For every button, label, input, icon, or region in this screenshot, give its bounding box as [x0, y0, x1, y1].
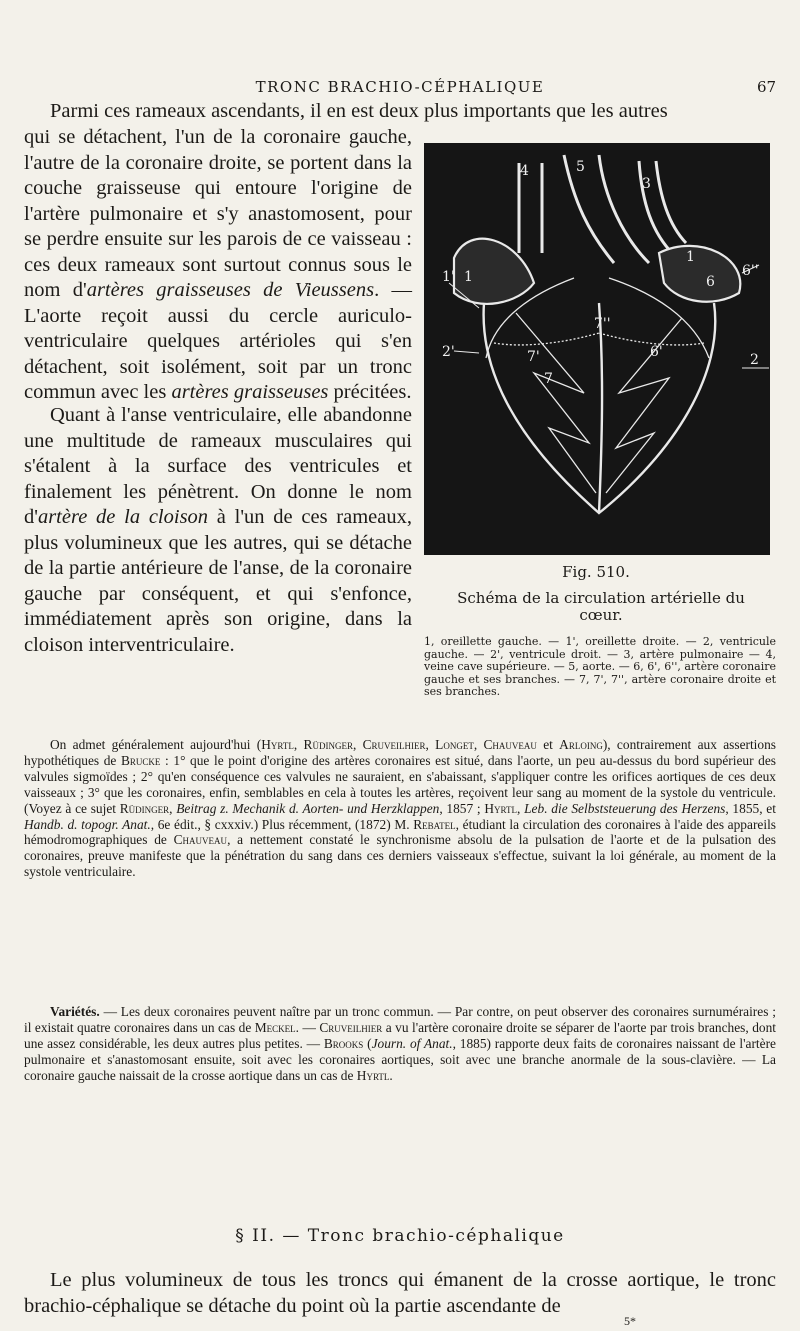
- label-1: 1: [464, 269, 473, 285]
- label-2: 2: [750, 352, 759, 368]
- sp1-t5: ,: [169, 800, 177, 816]
- label-2-prime: 2': [442, 344, 455, 360]
- sp1-t3: ), contrairement aux assertions hypothétiques de: [24, 737, 777, 768]
- sp2-t5: , 1885) rapporte deux faits de coronaires naissant de l'artère pulmonaire et s'anastomosant ensuite, soit avec les coronaires aortiques, soit avec une branche anormale de la sous-clavière. — La coronaire gauche naissait de la crosse aortique dans un cas de: [24, 1035, 776, 1083]
- sp2-journal: Journ. of Anat.: [371, 1035, 453, 1051]
- paragraph-1-line-1: Parmi ces rameaux ascendants, il en est deux plus importants que les autres: [50, 100, 668, 122]
- sp2-t6: .: [389, 1067, 393, 1083]
- running-head: TRONC BRACHIO-CÉPHALIQUE: [255, 78, 545, 96]
- label-7-double-prime: 7'': [594, 316, 611, 332]
- sp2-brooks: Brooks: [323, 1035, 364, 1051]
- sp1-brucke: Brucke: [121, 752, 161, 768]
- sp1-authors: Hyrtl, Rüdinger, Cruveilhier, Longet, Chauveau: [261, 737, 537, 752]
- paragraph-2-text: Quant à l'anse ventriculaire, elle abandonne une multitude de rameaux musculaires qui s'étalent à la surface des ventricules et finalement les pénètrent. On donne le nom d': [24, 404, 412, 528]
- section-paragraph: [24, 1268, 776, 1319]
- label-3: 3: [642, 176, 651, 192]
- sp1-t6: , 1857 ;: [439, 800, 485, 816]
- sp1-t8: , 1855, et: [725, 800, 776, 816]
- label-7-prime: 7': [527, 349, 540, 365]
- sp1-t9: , 6e édit., § cxxxiv.) Plus récemment, (1872) M.: [150, 816, 414, 832]
- section-heading: § II. — Tronc brachio-céphalique: [235, 1226, 565, 1246]
- label-1-prime: 1': [442, 269, 455, 285]
- section-paragraph-text: Le plus volumineux de tous les troncs qui émanent de la crosse aortique, le tronc brachio-céphalique se détache du point où la partie ascendante de: [24, 1269, 776, 1317]
- label-6-double-prime: 6'': [742, 263, 759, 279]
- label-4: 4: [520, 163, 529, 179]
- label-5: 5: [576, 159, 585, 175]
- sp1-t4: : 1° que le point d'origine des artères coronaires est situé, dans l'aorte, un peu au-dessus du bord supérieur des valvules sigmoïdes ; 2° qu'en conséquence ces valvules ne sauraient, en s'abaissant, s'appliquer contre les orifices aortiques de ces deux vaisseaux ; 3° que les coronaires, enfin, semblables en cela à toutes les artères, reçoivent leur sang au moment de la systole du ventricule. (Voyez à ce sujet: [24, 752, 777, 816]
- sp1-rudinger: Rüdinger: [119, 800, 170, 816]
- sp1-t10: , étudiant la circulation des coronaires à l'aide des appareils hémodromographiques de: [24, 816, 777, 848]
- sp2-hyrtl: Hyrtl: [356, 1067, 390, 1083]
- heart-diagram: [424, 143, 770, 555]
- artere-cloison-term: artère de la cloison: [37, 506, 209, 528]
- sp2-t3: a vu l'artère coronaire droite se séparer de l'aorte par trois branches, dont une assez considérable, les deux autres plus petites. —: [24, 1019, 777, 1051]
- sp2-meckel: Meckel: [254, 1019, 296, 1035]
- sp2-t1: — Les deux coronaires peuvent naître par un tronc commun. — Par contre, on peut observer des coronaires surnuméraires ; il existait quatre coronaires dans un cas de: [24, 1004, 776, 1035]
- small-paragraph-1: [24, 737, 776, 880]
- label-6: 6: [706, 274, 715, 290]
- vieussens-term: artères graisseuses de Vieussens: [86, 279, 375, 301]
- paragraph-1: [24, 125, 412, 406]
- heart-circulation-figure: [424, 143, 770, 555]
- paragraph-1-first-line: [24, 99, 774, 125]
- label-6-prime: 6': [650, 344, 663, 360]
- paragraph-2-text-2: à l'un de ces rameaux, plus volumineux que les autres, qui se détache de la partie antérieure de l'anse, de la coronaire gauche par conséquent, et qui s'enfonce, immédiatement après son origine, dans la cloison interventriculaire.: [24, 506, 412, 656]
- signature-mark: 5*: [624, 1314, 636, 1328]
- sp2-cruveilhier: Cruveilhier: [319, 1019, 383, 1035]
- figure-background: [424, 143, 770, 555]
- figure-legend: 1, oreillette gauche. — 1', oreillette droite. — 2, ventricule gauche. — 2', ventricule droit. — 3, artère pulmonaire — 4, veine cave supérieure. — 5, aorte. — 6, 6', 6'', artère coronaire gauche et ses branches. — 7, 7', 7'', artère coronaire droite et ses branches.: [424, 635, 776, 699]
- sp1-handb: Handb. d. topogr. Anat.: [24, 816, 151, 832]
- sp1-selbststeuerung: Leb. die Selbststeuerung des Herzens: [524, 800, 726, 816]
- varietes-label: Variétés.: [50, 1004, 100, 1019]
- sp2-t2: . —: [295, 1019, 320, 1035]
- sp1-t1: On admet généralement aujourd'hui (: [50, 737, 262, 752]
- paragraph-2: [24, 403, 412, 658]
- sp1-chauveau: Chauveau: [173, 832, 228, 848]
- sp1-arloing: Arloing: [559, 737, 603, 752]
- paragraph-1-text: qui se détachent, l'un de la coronaire gauche, l'autre de la coronaire droite, se portent dans la couche graisseuse qui entoure l'origine de l'artère pulmonaire et s'y anastomosent, pour se perdre ensuite sur les parois de ce vaisseau : ces deux rameaux sont surtout connus sous le nom d': [24, 126, 412, 301]
- label-7: 7: [544, 371, 553, 387]
- sp1-t7: ,: [517, 800, 525, 816]
- figure-title: Schéma de la circulation artérielle du cœur.: [457, 589, 745, 624]
- paragraph-1-text-3: précitées.: [328, 381, 412, 403]
- small-paragraph-2: [24, 1004, 776, 1084]
- sp1-hyrtl: Hyrtl: [484, 800, 518, 816]
- sp1-t11: , a nettement constaté le synchronisme absolu de la pulsation de l'aorte et de la pulsation des coronaires, preuve manifeste que la pénétration du sang dans ces derniers vaisseaux s'effectue, suivant la loi générale, au moment de la systole ventriculaire.: [24, 832, 776, 880]
- paragraph-1-text-2: . — L'aorte reçoit aussi du cercle auriculo-ventriculaire quelques artérioles qui s'en détachent, soit isolément, soit par un tronc commun avec les: [24, 279, 413, 403]
- sp2-t4: (: [363, 1035, 372, 1051]
- sp1-rebatel: Rebatel: [413, 816, 456, 832]
- page-number: 67: [757, 78, 777, 96]
- sp1-beitrag: Beitrag z. Mechanik d. Aorten- und Herzklappen: [176, 800, 440, 816]
- sp1-t2: et: [536, 737, 560, 752]
- figure-number: Fig. 510.: [562, 563, 630, 581]
- label-1-right: 1: [686, 249, 695, 265]
- arteres-graisseuses-term: artères graisseuses: [171, 381, 329, 403]
